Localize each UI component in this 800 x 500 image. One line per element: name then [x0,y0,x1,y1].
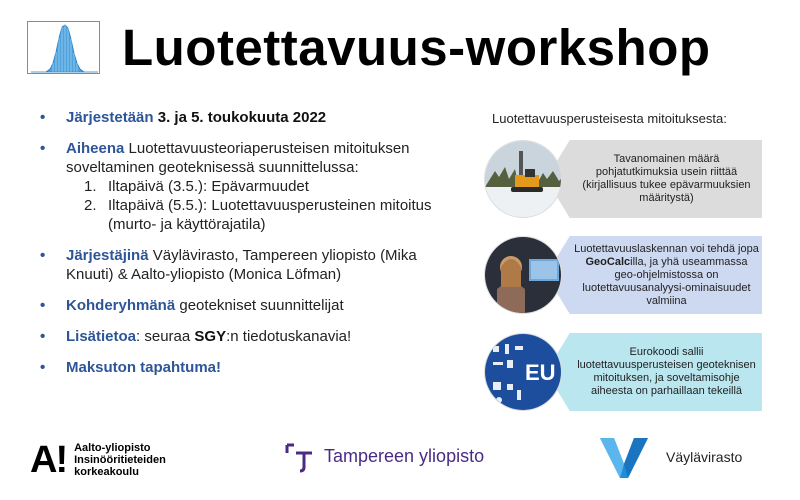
keyword: Kohderyhmänä [66,297,176,314]
eurocode-image [484,333,562,411]
drilling-rig-image [484,140,562,218]
bullet-marker: • [40,247,46,264]
aalto-text [74,442,166,478]
card-text: Eurokoodi sallii luotettavuusperusteisen geoteknisen mitoituksen, ja soveltamisohje aiheesta on parhaillaan tekeillä [577,346,756,397]
keyword: Järjestetään [66,109,154,126]
keyword: Aiheena [66,140,125,157]
keyword: Maksuton tapahtuma! [66,359,222,376]
bullet-marker: • [40,140,46,157]
bullet-more-info [40,327,460,346]
organizers-text: Väylävirasto, Tampereen yliopisto (Mika Knuuti) & Aalto-yliopisto (Monica Löfman) [66,247,417,283]
bullet-free [40,358,460,377]
histogram-icon [27,21,100,74]
bullet-marker: • [40,359,46,376]
audience-text: geotekniset suunnittelijat [175,297,344,314]
bullet-audience [40,296,460,315]
aalto-logo [30,440,166,480]
tuni-mark-icon [284,439,316,473]
svg-text:EU: EU [525,360,556,385]
image-credits-text [767,160,777,410]
bullet-list [40,108,460,389]
info-card-geocalc [484,236,762,316]
geocalc-text: GeoCalc [585,255,631,268]
aalto-line: Aalto-yliopisto [74,442,151,454]
sublist-text: Iltapäivä (5.5.): Luotettavuusperusteinen mitoitus (murto- ja käyttörajatila) [108,197,432,233]
vaylavirasto-logo [598,434,742,480]
tampere-university-logo [284,436,484,476]
bullet-topic [40,139,460,234]
sublist-number: 1. [84,178,97,195]
card-text [574,236,759,314]
aalto-mark: A! [30,439,67,481]
computer-user-image [484,236,562,314]
aalto-line: Insinööritieteiden [74,454,166,466]
sgy-text: SGY [194,328,227,345]
info-card-eurocode [484,333,762,413]
info-card-survey [484,140,762,220]
sublist-number: 2. [84,197,97,214]
bullet-marker: • [40,297,46,314]
bullet-organizers [40,246,460,284]
aalto-line: korkeakoulu [74,466,139,478]
more-info-text-end: :n tiedotuskanavia! [226,328,352,345]
slide-title: Luotettavuus-workshop [122,19,711,76]
keyword: Lisätietoa [66,328,137,345]
right-heading: Luotettavuusperusteisesta mitoituksesta: [492,111,727,126]
date-text: 3. ja 5. toukokuuta 2022 [153,109,327,126]
vayla-mark-icon [598,434,650,480]
bullet-marker: • [40,328,46,345]
sublist-item [84,196,460,234]
topic-sublist [66,177,460,234]
vayla-text: Väylävirasto [666,449,743,465]
card-text: Tavanomainen määrä pohjatutkimuksia usein riittää (kirjallisuus tukee epävarmuuksien määritystä) [582,153,751,204]
sublist-text: Iltapäivä (3.5.): Epävarmuudet [108,178,309,195]
bullet-marker: • [40,109,46,126]
card-text-pre: Luotettavuuslaskennan voi tehdä jopa [574,242,759,255]
card-text-post: illa, ja yhä useammassa geo-ohjelmistossa on luotettavuusanalyysi-ominaisuudet valmiina [582,255,751,307]
tuni-text: Tampereen yliopisto [324,445,485,466]
topic-text: Luotettavuusteoriaperusteisen mitoituksen soveltaminen geoteknisessä suunnittelussa: [66,140,410,176]
more-info-text: : seuraa [136,328,195,345]
sublist-item [84,177,460,196]
bullet-date [40,108,460,127]
keyword: Järjestäjinä [66,247,149,264]
